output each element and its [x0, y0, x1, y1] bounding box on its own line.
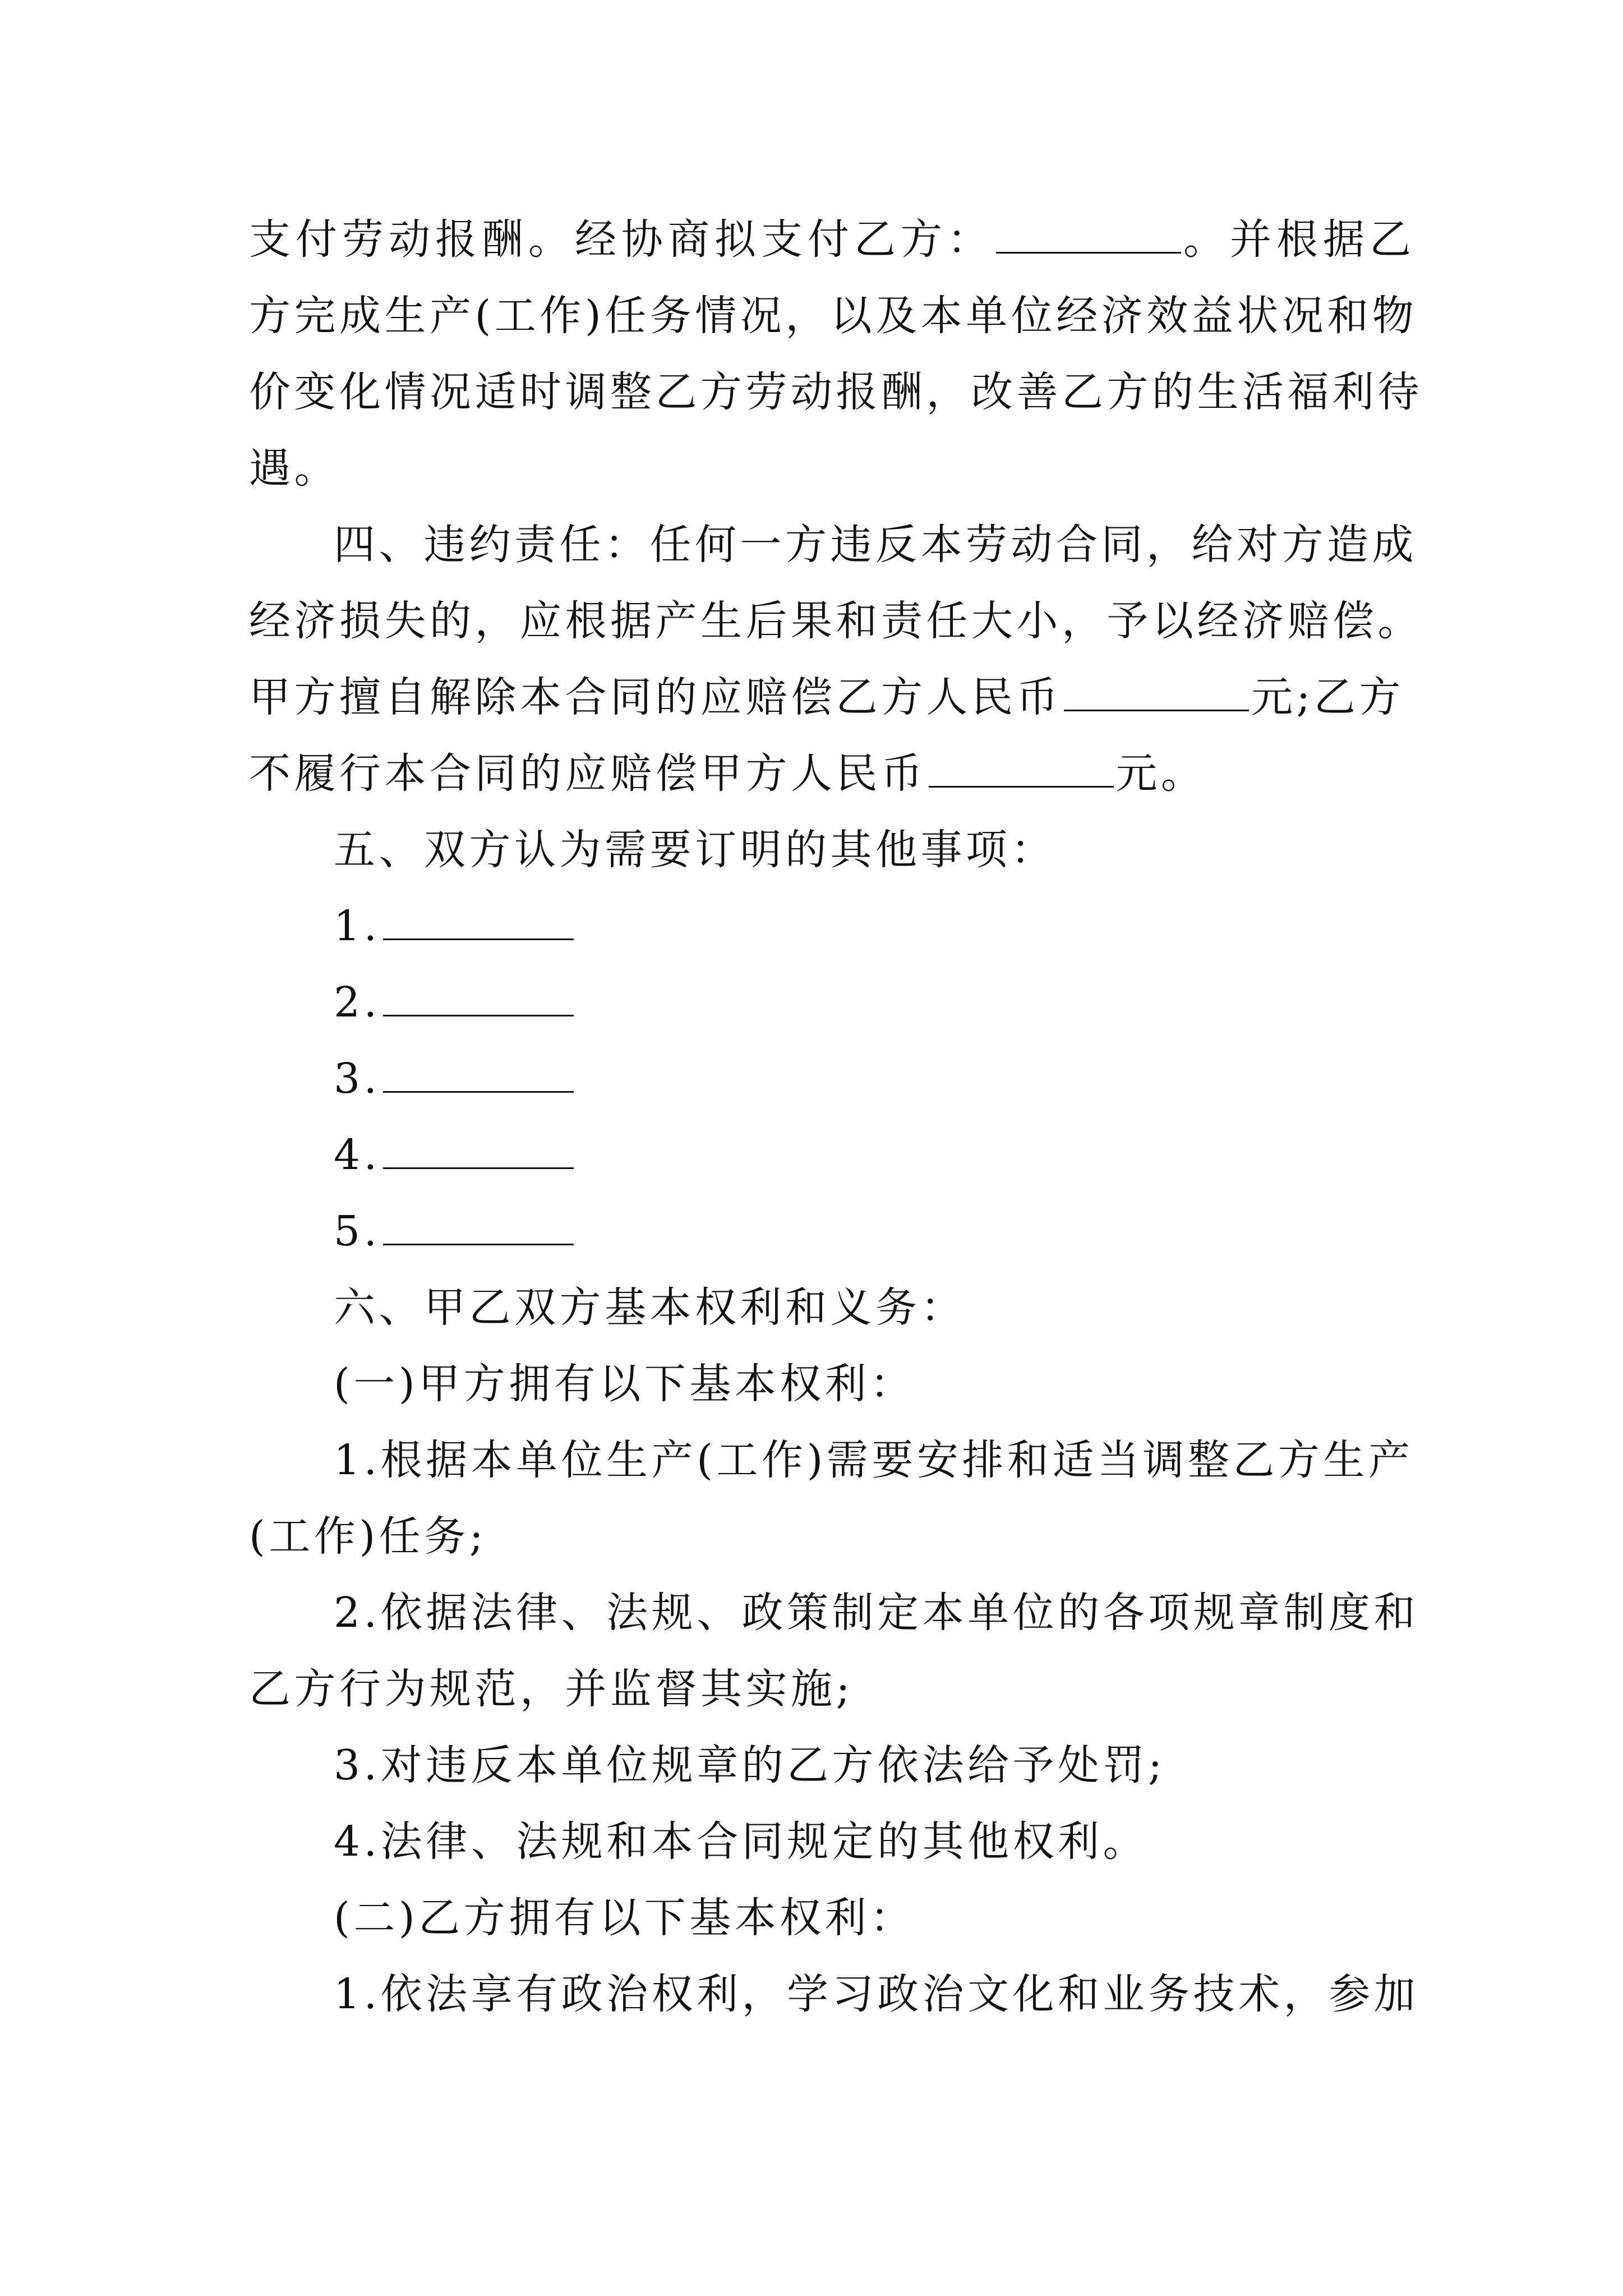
- fill-in-blank[interactable]: [996, 217, 1181, 254]
- item-number: 1.: [334, 902, 381, 950]
- item-number: 5.: [334, 1207, 381, 1255]
- text-line: [249, 211, 1416, 268]
- text-line: (工作)任务;: [249, 1512, 487, 1561]
- text-line: 1.依法享有政治权利，学习政治文化和业务技术，参加: [334, 1970, 1419, 2018]
- item-number: 2.: [334, 978, 381, 1027]
- text-line: [249, 746, 1404, 802]
- text-line: 1.根据本单位生产(工作)需要安排和适当调整乙方生产: [334, 1436, 1414, 1484]
- numbered-item: [334, 1127, 1404, 1183]
- text-segment: 甲方擅自解除本合同的应赔偿乙方人民币: [249, 673, 1062, 721]
- text-line: 遇。: [249, 444, 339, 493]
- numbered-item: [334, 1051, 1404, 1107]
- fill-in-blank[interactable]: [383, 904, 574, 940]
- fill-in-blank[interactable]: [929, 751, 1114, 788]
- fill-in-blank[interactable]: [383, 1133, 574, 1169]
- text-segment: 支付劳动报酬。经协商拟支付乙方：: [249, 215, 994, 264]
- item-number: 4.: [334, 1131, 381, 1179]
- numbered-item: [334, 1203, 1404, 1259]
- numbered-item: [334, 974, 1404, 1030]
- text-line: 4.法律、法规和本合同规定的其他权利。: [334, 1818, 1149, 1866]
- text-line: 2.依据法律、法规、政策制定本单位的各项规章制度和: [334, 1589, 1419, 1637]
- text-line: [249, 669, 1404, 725]
- text-segment: 元。: [1115, 749, 1206, 798]
- section-heading-line: 六、甲乙双方基本权利和义务：: [334, 1283, 966, 1332]
- text-segment: 。并根据乙: [1183, 215, 1416, 264]
- item-number: 3.: [334, 1055, 381, 1103]
- text-line: 价变化情况适时调整乙方劳动报酬，改善乙方的生活福利待: [249, 368, 1423, 416]
- fill-in-blank[interactable]: [383, 1209, 574, 1245]
- subsection-heading-line: (一)甲方拥有以下基本权利：: [334, 1360, 915, 1408]
- text-segment: 元;乙方: [1251, 673, 1404, 721]
- text-line: 经济损失的，应根据产生后果和责任大小，予以经济赔偿。: [249, 597, 1423, 645]
- subsection-heading-line: (二)乙方拥有以下基本权利：: [334, 1894, 915, 1942]
- text-line: 3.对违反本单位规章的乙方依法给予处罚;: [334, 1741, 1166, 1789]
- section-heading-line: 四、违约责任：任何一方违反本劳动合同，给对方造成: [334, 521, 1417, 569]
- fill-in-blank[interactable]: [1064, 675, 1249, 711]
- text-line: 方完成生产(工作)任务情况，以及本单位经济效益状况和物: [249, 292, 1418, 340]
- fill-in-blank[interactable]: [383, 980, 574, 1016]
- text-segment: 不履行本合同的应赔偿甲方人民币: [249, 749, 926, 798]
- text-line: 乙方行为规范，并监督其实施;: [249, 1665, 854, 1713]
- fill-in-blank[interactable]: [383, 1056, 574, 1093]
- section-heading-line: 五、双方认为需要订明的其他事项：: [334, 826, 1056, 874]
- numbered-item: [334, 898, 1404, 954]
